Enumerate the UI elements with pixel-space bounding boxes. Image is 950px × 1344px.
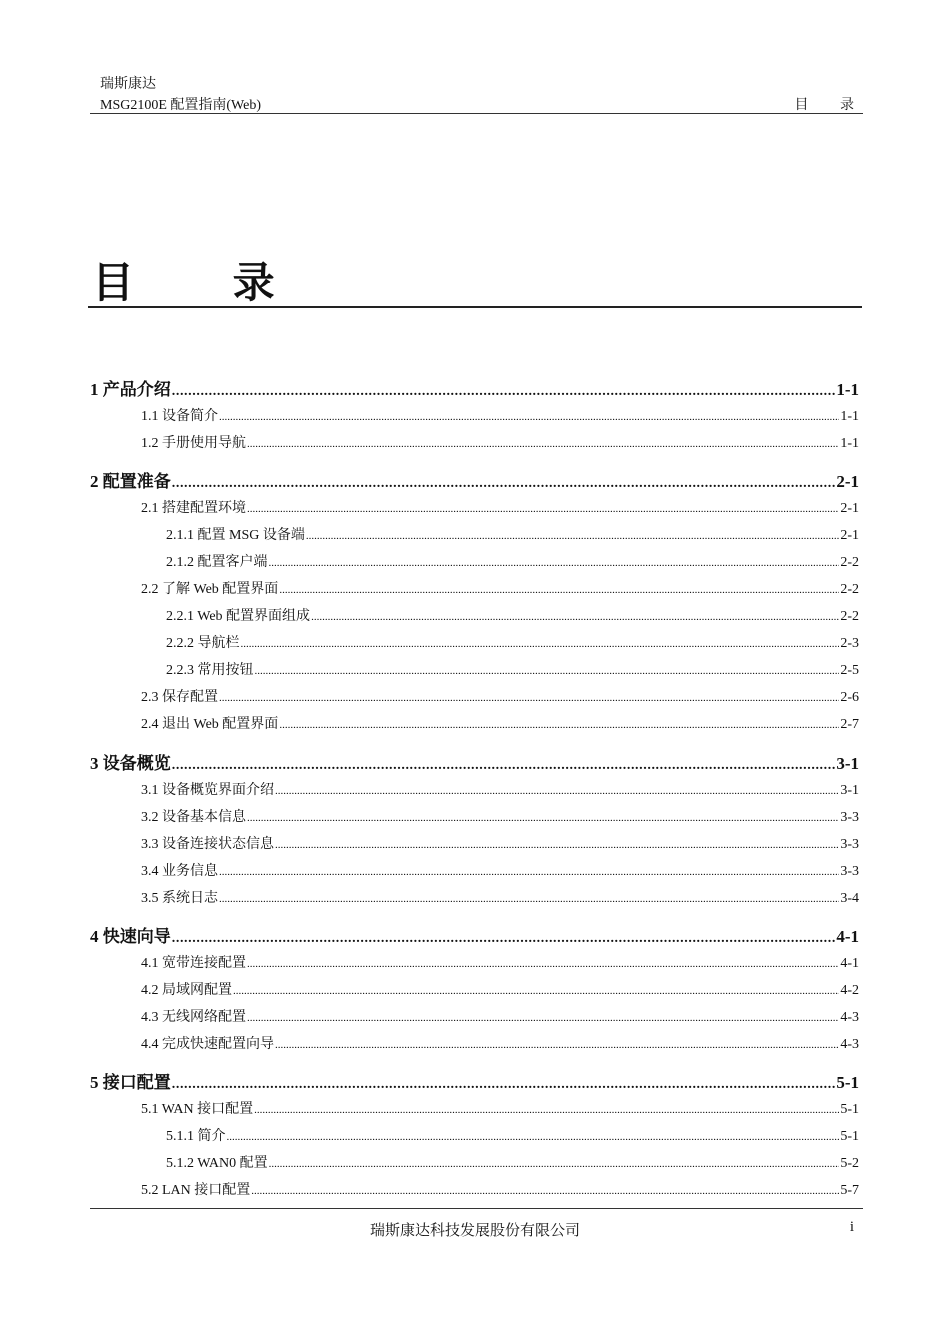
toc-entry-page: 1-1 (840, 409, 859, 424)
toc-entry-page: 4-2 (840, 983, 859, 998)
toc-entry-level3[interactable] (166, 1152, 859, 1172)
toc-entry-level3[interactable] (166, 1125, 859, 1145)
footer-divider (90, 1208, 863, 1209)
toc-leader-dots (269, 1158, 840, 1170)
toc-entry-label: 3.4 业务信息 (141, 864, 218, 879)
toc-entry-label: 2.4 退出 Web 配置界面 (141, 717, 279, 732)
toc-entry-label: 4.2 局域网配置 (141, 983, 232, 998)
toc-entry-page: 4-3 (840, 1010, 859, 1025)
toc-entry-page: 2-5 (840, 663, 859, 678)
toc-leader-dots (275, 785, 839, 797)
toc-entry-level2[interactable] (141, 806, 859, 826)
toc-entry-level2[interactable] (141, 713, 859, 733)
toc-entry-label: 2.2.2 导航栏 (166, 636, 240, 651)
toc-entry-level2[interactable] (141, 686, 859, 706)
toc-entry-level2[interactable] (141, 860, 859, 880)
toc-entry-label: 1.1 设备简介 (141, 409, 218, 424)
header-company: 瑞斯康达 (100, 77, 156, 92)
toc-entry-page: 3-3 (840, 837, 859, 852)
title-divider (88, 306, 862, 308)
toc-entry-label: 4.1 宽带连接配置 (141, 956, 246, 971)
toc-entry-page: 2-2 (840, 555, 859, 570)
toc-leader-dots (254, 1104, 839, 1116)
toc-entry-level3[interactable] (166, 551, 859, 571)
toc-entry-page: 2-7 (840, 717, 859, 732)
toc-entry-label: 2.2 了解 Web 配置界面 (141, 582, 279, 597)
toc-entry-page: 3-3 (840, 810, 859, 825)
toc-entry-level2[interactable] (141, 1033, 859, 1053)
toc-entry-page: 2-2 (840, 582, 859, 597)
toc-leader-dots (311, 611, 839, 623)
toc-entry-page: 3-1 (840, 783, 859, 798)
toc-entry-page: 5-1 (840, 1102, 859, 1117)
toc-entry-label: 2 配置准备 (90, 472, 171, 491)
toc-entry-label: 2.1.1 配置 MSG 设备端 (166, 528, 305, 543)
toc-entry-page: 2-3 (840, 636, 859, 651)
toc-entry-label: 5.1 WAN 接口配置 (141, 1102, 254, 1117)
toc-entry-level3[interactable] (166, 524, 859, 544)
toc-entry-page: 2-2 (840, 609, 859, 624)
toc-leader-dots (247, 958, 839, 970)
toc-entry-level3[interactable] (166, 605, 859, 625)
toc-leader-dots (269, 557, 840, 569)
toc-entry-page: 5-2 (840, 1156, 859, 1171)
footer-page-number: i (849, 1219, 854, 1235)
toc-leader-dots (251, 1185, 839, 1197)
toc-entry-label: 2.3 保存配置 (141, 690, 218, 705)
toc-entry-level2[interactable] (141, 497, 859, 517)
toc-entry-level2[interactable] (141, 979, 859, 999)
toc-entry-level2[interactable] (141, 833, 859, 853)
toc-entry-page: 2-1 (840, 501, 859, 516)
toc-entry-level3[interactable] (166, 659, 859, 679)
toc-leader-dots (172, 1077, 836, 1093)
toc-leader-dots (247, 503, 839, 515)
toc-entry-label: 2.2.3 常用按钮 (166, 663, 254, 678)
toc-entry-label: 2.1 搭建配置环境 (141, 501, 246, 516)
toc-entry-label: 4 快速向导 (90, 927, 171, 946)
toc-entry-page: 3-4 (840, 891, 859, 906)
toc-leader-dots (227, 1131, 840, 1143)
toc-entry-page: 2-1 (840, 528, 859, 543)
toc-entry-level2[interactable] (141, 1179, 859, 1199)
toc-entry-label: 2.1.2 配置客户端 (166, 555, 268, 570)
toc-entry-level2[interactable] (141, 432, 859, 452)
toc-entry-level1[interactable] (90, 1068, 859, 1093)
toc-leader-dots (279, 719, 839, 731)
toc-entry-page: 4-1 (836, 927, 859, 946)
toc-entry-label: 1 产品介绍 (90, 380, 171, 399)
footer-company: 瑞斯康达科技发展股份有限公司 (369, 1223, 580, 1239)
toc-leader-dots (247, 1012, 839, 1024)
header-divider (90, 113, 863, 114)
toc-entry-label: 5.1.1 简介 (166, 1129, 226, 1144)
toc-leader-dots (247, 812, 839, 824)
toc-entry-label: 5 接口配置 (90, 1073, 171, 1092)
toc-entry-level1[interactable] (90, 749, 859, 774)
toc-leader-dots (219, 692, 839, 704)
toc-entry-page: 1-1 (840, 436, 859, 451)
toc-leader-dots (275, 1039, 839, 1051)
toc-entry-label: 3.2 设备基本信息 (141, 810, 246, 825)
toc-entry-label: 4.4 完成快速配置向导 (141, 1037, 274, 1052)
toc-entry-level2[interactable] (141, 1098, 859, 1118)
toc-entry-label: 4.3 无线网络配置 (141, 1010, 246, 1025)
toc-leader-dots (279, 584, 839, 596)
toc-leader-dots (255, 665, 840, 677)
toc-entry-level2[interactable] (141, 887, 859, 907)
toc-entry-page: 2-6 (840, 690, 859, 705)
header-section-name: 目 录 (794, 98, 868, 113)
toc-leader-dots (306, 530, 839, 542)
toc-entry-level2[interactable] (141, 1006, 859, 1026)
toc-entry-level2[interactable] (141, 405, 859, 425)
toc-entry-label: 3 设备概览 (90, 754, 171, 773)
toc-leader-dots (241, 638, 840, 650)
toc-leader-dots (172, 931, 836, 947)
toc-entry-level1[interactable] (90, 922, 859, 947)
toc-entry-page: 5-1 (840, 1129, 859, 1144)
toc-entry-level2[interactable] (141, 952, 859, 972)
toc-entry-label: 1.2 手册使用导航 (141, 436, 246, 451)
toc-leader-dots (172, 476, 836, 492)
toc-leader-dots (233, 985, 839, 997)
toc-leader-dots (247, 438, 839, 450)
toc-entry-page: 2-1 (836, 472, 859, 491)
toc-leader-dots (172, 384, 836, 400)
toc-leader-dots (219, 893, 839, 905)
toc-entry-level3[interactable] (166, 632, 859, 652)
toc-entry-page: 3-1 (836, 754, 859, 773)
toc-entry-page: 5-7 (840, 1183, 859, 1198)
toc-entry-page: 1-1 (836, 380, 859, 399)
header-document-title: MSG2100E 配置指南(Web) (100, 98, 262, 113)
toc-entry-level1[interactable] (90, 375, 859, 400)
toc-entry-level2[interactable] (141, 779, 859, 799)
toc-entry-level2[interactable] (141, 578, 859, 598)
toc-leader-dots (219, 866, 839, 878)
toc-leader-dots (172, 758, 836, 774)
toc-entry-label: 5.2 LAN 接口配置 (141, 1183, 251, 1198)
toc-entry-label: 3.5 系统日志 (141, 891, 218, 906)
page-title: 目 录 (92, 258, 317, 307)
toc-entry-label: 5.1.2 WAN0 配置 (166, 1156, 268, 1171)
toc-entry-page: 4-1 (840, 956, 859, 971)
toc-entry-label: 3.3 设备连接状态信息 (141, 837, 274, 852)
toc-entry-label: 2.2.1 Web 配置界面组成 (166, 609, 311, 624)
toc-entry-page: 3-3 (840, 864, 859, 879)
toc-leader-dots (219, 411, 839, 423)
toc-entry-page: 5-1 (836, 1073, 859, 1092)
toc-entry-level1[interactable] (90, 467, 859, 492)
toc-entry-page: 4-3 (840, 1037, 859, 1052)
toc-entry-label: 3.1 设备概览界面介绍 (141, 783, 274, 798)
toc-leader-dots (275, 839, 839, 851)
